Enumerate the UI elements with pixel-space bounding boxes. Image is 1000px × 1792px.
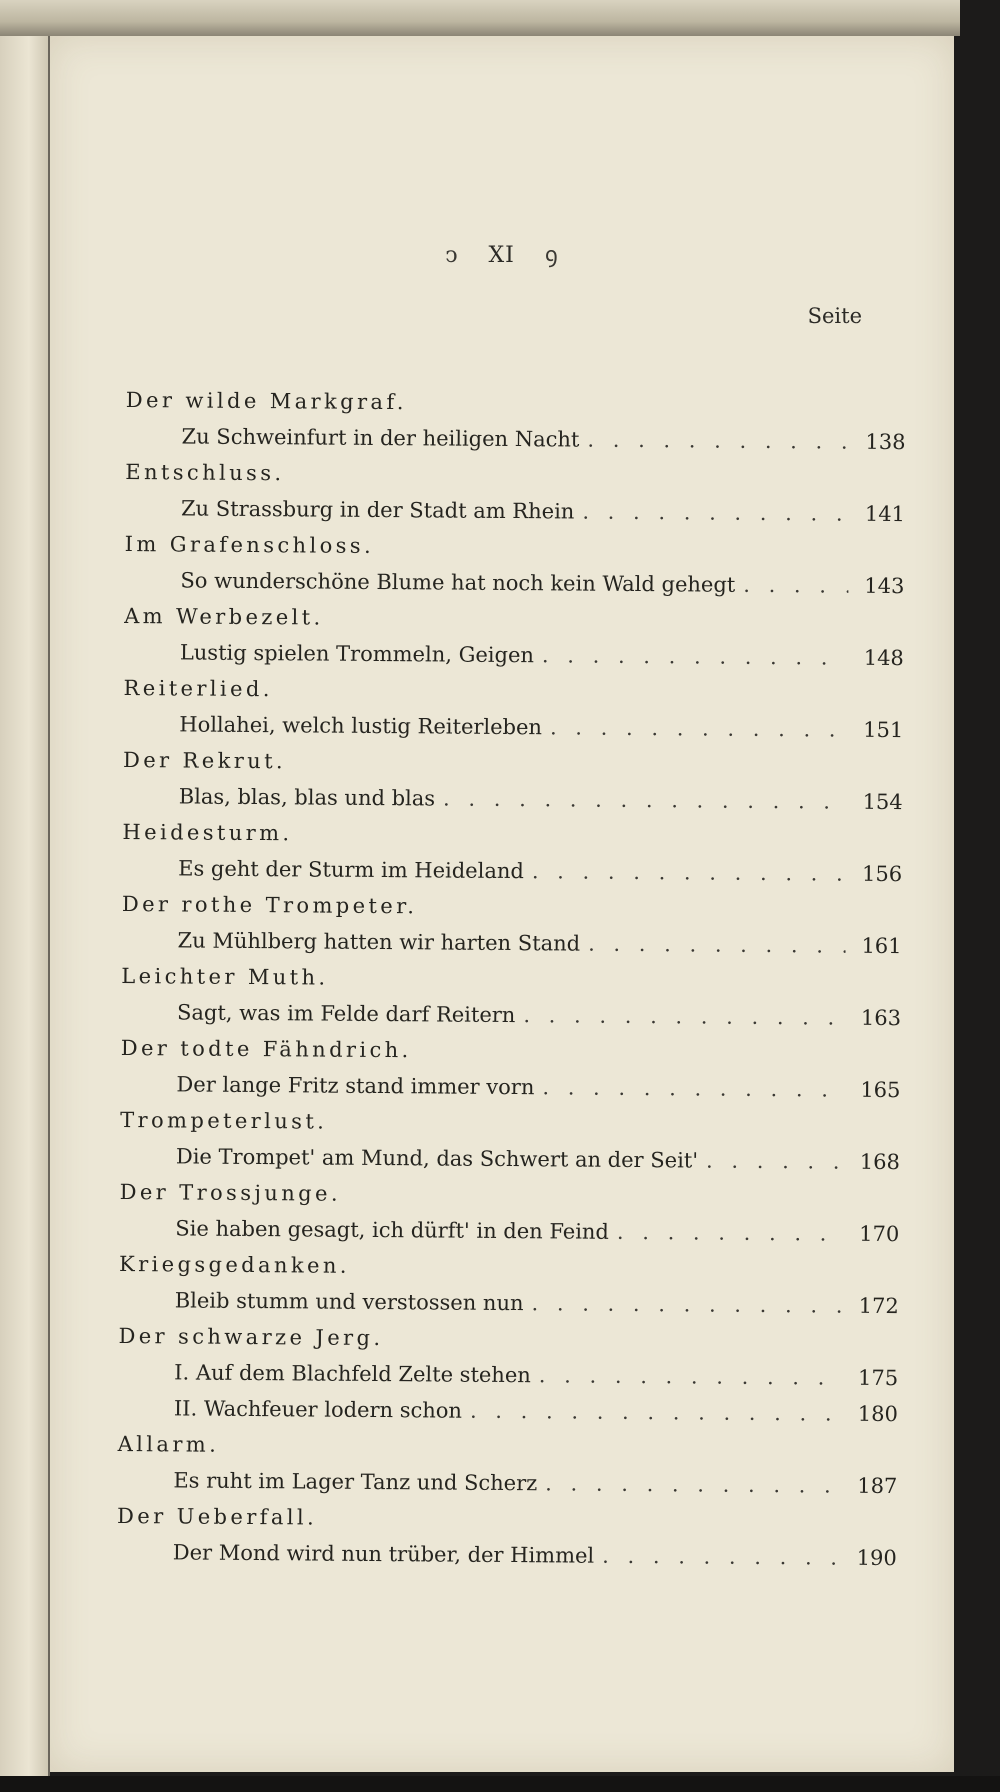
poem-title: Leichter Muth.: [121, 963, 329, 990]
first-line-text: Bleib stumm und verstossen nun: [174, 1288, 524, 1316]
previous-page-edge: [0, 36, 50, 1776]
toc-entry: [124, 526, 905, 604]
book-top-edge: [0, 0, 960, 36]
poem-title: Allarm.: [117, 1431, 220, 1457]
dot-leader: [523, 997, 845, 1036]
first-line-text: Zu Strassburg in der Stadt am Rhein: [180, 496, 575, 524]
poem-title: Am Werbezelt.: [124, 603, 324, 630]
page-number: 148: [863, 645, 904, 671]
first-line-row: [117, 1462, 897, 1504]
poem-title: Der Trossjunge.: [119, 1179, 342, 1206]
dot-leader: [443, 781, 847, 820]
toc-entry: [120, 1030, 901, 1108]
running-head: [50, 239, 954, 269]
first-line-row: [125, 418, 905, 460]
poem-title: Der rothe Trompeter.: [121, 891, 418, 919]
poem-title: Trompeterlust.: [120, 1107, 328, 1134]
dot-leader: [582, 494, 849, 532]
first-line-row: [124, 634, 904, 676]
page-number: 156: [861, 861, 903, 887]
dot-leader: [588, 926, 846, 964]
toc-entry: [125, 382, 906, 460]
page-number: 168: [859, 1149, 900, 1175]
toc-entry: [119, 1246, 900, 1324]
dot-leader: [617, 1214, 844, 1252]
bottom-shadow: [0, 1776, 1000, 1792]
dot-leader: [542, 1069, 844, 1107]
first-line-text: Der Mond wird nun trüber, der Himmel: [172, 1540, 595, 1568]
toc-entry: [124, 598, 905, 676]
first-line-row: [120, 1138, 900, 1180]
dot-leader: [550, 709, 848, 747]
first-line-row: [123, 778, 903, 820]
poem-title: Der wilde Markgraf.: [125, 387, 407, 415]
page-number: 138: [865, 429, 906, 455]
poem-title: Der todte Fähndrich.: [120, 1035, 412, 1063]
toc-entry: [123, 670, 904, 748]
first-line-text: II. Wachfeuer lodern schon: [173, 1396, 463, 1423]
right-ornament: ꝯ: [544, 243, 559, 268]
toc-entry: [125, 454, 906, 532]
page-number: 161: [861, 933, 902, 959]
first-line-row: [120, 1066, 900, 1108]
first-line-text: Es geht der Sturm im Heideland: [178, 856, 524, 884]
page-number: 151: [863, 717, 904, 743]
dot-leader: [602, 1538, 841, 1576]
page-number: 165: [860, 1077, 901, 1103]
first-line-text: Hollahei, welch lustig Reiterleben: [179, 712, 543, 740]
toc-entry: [119, 1174, 900, 1252]
page-number: 172: [858, 1293, 899, 1319]
page-number: 187: [857, 1473, 898, 1499]
page-number: 175: [858, 1365, 899, 1391]
page-number: 163: [860, 1005, 902, 1031]
first-line-row: [119, 1210, 899, 1252]
dot-leader: [743, 567, 848, 604]
dot-leader: [545, 1465, 841, 1503]
first-line-row: [119, 1282, 899, 1324]
toc-entry: [120, 1102, 901, 1180]
page-number: 143: [864, 573, 905, 599]
first-line-row: [118, 1354, 898, 1396]
toc-entry: [121, 958, 902, 1036]
toc-entry: [117, 1426, 898, 1504]
dot-leader: [706, 1143, 844, 1180]
toc-entry: [121, 886, 902, 964]
toc-entry: [122, 814, 903, 892]
poem-title: Der Ueberfall.: [116, 1503, 318, 1530]
first-line-text: Sagt, was im Felde darf Reitern: [176, 1000, 516, 1028]
poem-title: Heidesturm.: [122, 819, 293, 846]
first-line-row: [118, 1390, 898, 1432]
first-line-text: Die Trompet' am Mund, das Schwert an der Seit': [175, 1144, 699, 1173]
poem-title: Im Grafenschloss.: [124, 531, 375, 558]
book-page: [50, 36, 954, 1772]
first-line-text: So wunderschöne Blume hat noch kein Wald gehegt: [180, 568, 736, 597]
first-line-text: Zu Schweinfurt in der heiligen Nacht: [181, 424, 580, 452]
first-line-row: [122, 850, 902, 892]
first-line-row: [117, 1534, 897, 1576]
page-number: 154: [862, 789, 903, 815]
first-line-text: Blas, blas, blas und blas: [178, 784, 436, 811]
dot-leader: [539, 1357, 843, 1395]
dot-leader: [587, 422, 849, 460]
poem-title: Entschluss.: [125, 459, 285, 486]
page-number: 170: [859, 1221, 900, 1247]
page-column-label: Seite: [807, 304, 862, 328]
page-number: 180: [857, 1401, 899, 1427]
first-line-row: [121, 922, 901, 964]
first-line-text: Sie haben gesagt, ich dürft' in den Feind: [175, 1216, 610, 1244]
dot-leader: [531, 1285, 842, 1323]
first-line-row: [125, 490, 905, 532]
first-line-row: [124, 562, 904, 604]
first-line-text: Es ruht im Lager Tanz und Scherz: [173, 1468, 538, 1496]
first-line-row: [121, 994, 901, 1036]
dot-leader: [542, 637, 848, 675]
poem-title: Kriegsgedanken.: [118, 1251, 350, 1278]
toc-entry: [118, 1318, 899, 1432]
toc-entry: [117, 1498, 898, 1576]
first-line-text: Der lange Fritz stand immer vorn: [176, 1072, 535, 1100]
poem-title: Der schwarze Jerg.: [118, 1323, 384, 1351]
page-number: 141: [864, 501, 906, 527]
first-line-text: I. Auf dem Blachfeld Zelte stehen: [174, 1360, 531, 1388]
poem-title: Reiterlied.: [123, 675, 273, 702]
first-line-text: Lustig spielen Trommeln, Geigen: [179, 640, 535, 668]
dot-leader: [532, 853, 847, 891]
first-line-row: [123, 706, 903, 748]
page-number: 190: [856, 1545, 897, 1571]
left-ornament: ↄ: [445, 243, 459, 268]
first-line-text: Zu Mühlberg hatten wir harten Stand: [177, 928, 581, 956]
toc-entry: [123, 742, 904, 820]
table-of-contents: [117, 382, 906, 1576]
poem-title: Der Rekrut.: [122, 747, 287, 774]
dot-leader: [470, 1393, 842, 1432]
page-numeral: XI: [488, 243, 515, 268]
